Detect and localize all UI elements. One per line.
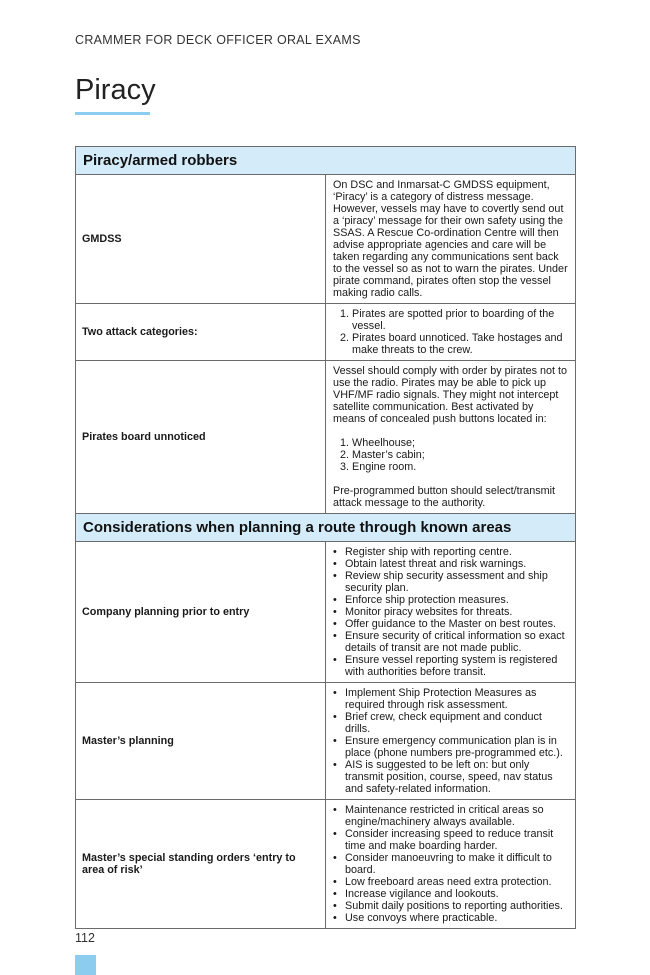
- table-row: [76, 800, 576, 929]
- list-item: • Offer guidance to the Master on best routes.: [345, 618, 568, 630]
- list-item: • Monitor piracy websites for threats.: [345, 606, 568, 618]
- list-item: • Increase vigilance and lookouts.: [345, 888, 568, 900]
- list-item: • Ensure emergency communication plan is in place (phone numbers pre-programmed etc.).: [345, 735, 568, 759]
- spacer: [333, 425, 568, 437]
- table-row: [76, 683, 576, 800]
- list-item: • Low freeboard areas need extra protection.: [345, 876, 568, 888]
- list-item: • Ensure security of critical information so exact details of transit are not made public.: [345, 630, 568, 654]
- bullet-list: [333, 804, 568, 924]
- page-number: 112: [75, 931, 95, 945]
- bullet-list: [333, 687, 568, 795]
- table-row: [76, 542, 576, 683]
- section-header-row: [76, 514, 576, 542]
- section-heading-route-planning: Considerations when planning a route through known areas: [76, 514, 576, 542]
- row-content-pirates-board: [326, 361, 576, 514]
- row-label-special-standing-orders: Master’s special standing orders ‘entry to area of risk’: [76, 800, 326, 929]
- row-content-gmdss: [326, 175, 576, 304]
- paragraph: Vessel should comply with order by pirates not to use the radio. Pirates may be able to pick up VHF/MF radio signals. They might not intercept satellite communication. Best activated by means of concealed push buttons located in:: [333, 365, 568, 425]
- list-item: 2. Master’s cabin;: [352, 449, 568, 461]
- page-title: Piracy: [75, 74, 156, 106]
- numbered-list: [333, 437, 568, 473]
- list-item: • Enforce ship protection measures.: [345, 594, 568, 606]
- list-item: • Use convoys where practicable.: [345, 912, 568, 924]
- row-label-company-planning: Company planning prior to entry: [76, 542, 326, 683]
- list-item: • Implement Ship Protection Measures as required through risk assessment.: [345, 687, 568, 711]
- row-label-attack-categories: Two attack categories:: [76, 304, 326, 361]
- section-header-row: [76, 147, 576, 175]
- list-item: 2. Pirates board unnoticed. Take hostages and make threats to the crew.: [352, 332, 568, 356]
- paragraph: Pre-programmed button should select/transmit attack message to the authority.: [333, 485, 556, 509]
- list-item: • Consider manoeuvring to make it difficult to board.: [345, 852, 568, 876]
- list-item: • Consider increasing speed to reduce transit time and make boarding harder.: [345, 828, 568, 852]
- row-content-masters-planning: [326, 683, 576, 800]
- list-item: 1. Wheelhouse;: [352, 437, 568, 449]
- list-item: 1. Pirates are spotted prior to boarding of the vessel.: [352, 308, 568, 332]
- row-label-gmdss: GMDSS: [76, 175, 326, 304]
- list-item: • Obtain latest threat and risk warnings.: [345, 558, 568, 570]
- row-content-company-planning: [326, 542, 576, 683]
- table-row: [76, 175, 576, 304]
- table-row: [76, 304, 576, 361]
- list-item: • Ensure vessel reporting system is registered with authorities before transit.: [345, 654, 568, 678]
- list-item: • Submit daily positions to reporting authorities.: [345, 900, 568, 912]
- list-item: • Review ship security assessment and ship security plan.: [345, 570, 568, 594]
- numbered-list: [333, 308, 568, 356]
- row-content-attack-categories: [326, 304, 576, 361]
- bullet-list: [333, 546, 568, 678]
- list-item: • Brief crew, check equipment and conduct drills.: [345, 711, 568, 735]
- list-item: • Register ship with reporting centre.: [345, 546, 568, 558]
- row-label-pirates-board: Pirates board unnoticed: [76, 361, 326, 514]
- spacer: [333, 473, 568, 485]
- piracy-table: [75, 146, 576, 929]
- paragraph: On DSC and Inmarsat-C GMDSS equipment, ‘Piracy’ is a category of distress message.: [333, 179, 550, 203]
- table-row: [76, 361, 576, 514]
- section-heading-piracy: Piracy/armed robbers: [76, 147, 576, 175]
- list-item: • Maintenance restricted in critical areas so engine/machinery always available.: [345, 804, 568, 828]
- running-header: CRAMMER FOR DECK OFFICER ORAL EXAMS: [75, 33, 361, 47]
- row-label-masters-planning: Master’s planning: [76, 683, 326, 800]
- row-content-special-standing-orders: [326, 800, 576, 929]
- page-corner-tab: [75, 955, 96, 975]
- title-underline: [75, 112, 150, 115]
- list-item: • AIS is suggested to be left on: but only transmit position, course, speed, nav status and safety-related information.: [345, 759, 568, 795]
- list-item: 3. Engine room.: [352, 461, 568, 473]
- paragraph: However, vessels may have to covertly send out a ‘piracy’ message for their own safety using the SSAS. A Rescue Co-ordination Centre will then advise appropriate agencies and care will be taken regarding any communications sent back to the vessel so as not to warn the pirates. Under pirate command, pirates often stop the vessel making radio calls.: [333, 203, 568, 299]
